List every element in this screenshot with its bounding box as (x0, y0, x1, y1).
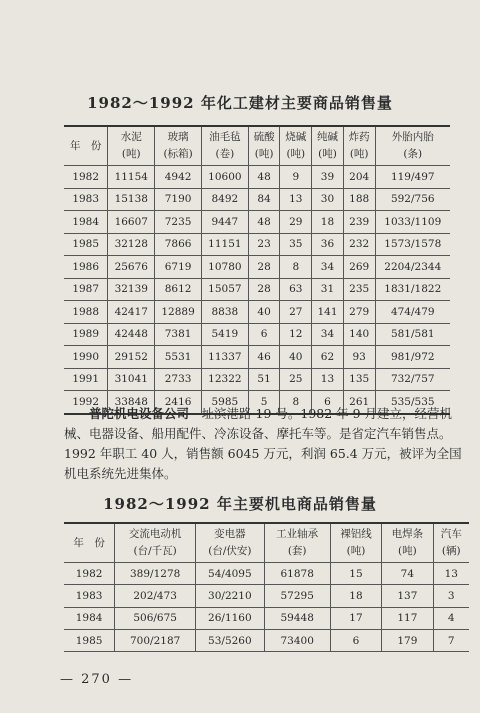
table-header-row (64, 523, 469, 563)
table-cell: 7381 (155, 323, 202, 346)
year-cell: 1982 (64, 563, 115, 585)
table-cell: 8492 (201, 188, 248, 211)
table-cell: 8 (280, 256, 312, 279)
table-cell: 30/2210 (196, 585, 264, 607)
table-cell: 204 (343, 166, 375, 189)
table-cell: 23 (248, 233, 280, 256)
table-cell: 12889 (155, 301, 202, 324)
table-cell: 27 (280, 301, 312, 324)
year-cell: 1989 (64, 323, 108, 346)
table-cell: 188 (343, 188, 375, 211)
table-cell: 11337 (201, 346, 248, 369)
electromechanical-goods-table (64, 522, 469, 652)
table-cell: 33848 (108, 391, 155, 414)
table-cell: 42448 (108, 323, 155, 346)
table-cell: 12322 (201, 368, 248, 391)
year-cell: 1983 (64, 188, 108, 211)
table-row (64, 233, 450, 256)
company-paragraph (64, 404, 474, 484)
table-row (64, 346, 450, 369)
table-cell: 61878 (264, 563, 330, 585)
table-cell: 39 (312, 166, 344, 189)
table-cell: 29152 (108, 346, 155, 369)
table-cell: 389/1278 (115, 563, 196, 585)
table-cell: 25 (280, 368, 312, 391)
table-cell: 141 (312, 301, 344, 324)
table-cell: 18 (312, 211, 344, 234)
table-cell: 84 (248, 188, 280, 211)
table-cell: 15057 (201, 278, 248, 301)
table-cell: 202/473 (115, 585, 196, 607)
table-cell: 31041 (108, 368, 155, 391)
table-cell: 53/5260 (196, 629, 264, 651)
column-header: 外胎内胎 (条) (375, 126, 450, 166)
table-cell: 40 (248, 301, 280, 324)
table-row (64, 211, 450, 234)
table-cell: 239 (343, 211, 375, 234)
company-description: 址滨港路 19 号。1982 年 9 月建立，经营机械、电器设备、船用配件、冷冻设备、摩托车等。是省定汽车销售点。1992 年职工 40 人，销售额 6045 万元，利润 65.4 万元，被评为全国机电系统先进集体。 (64, 406, 462, 481)
table-cell: 40 (280, 346, 312, 369)
table-cell: 2733 (155, 368, 202, 391)
table-row (64, 323, 450, 346)
table-cell: 31 (312, 278, 344, 301)
table-cell: 1033/1109 (375, 211, 450, 234)
table-cell: 235 (343, 278, 375, 301)
table-cell: 13 (433, 563, 469, 585)
table-cell: 700/2187 (115, 629, 196, 651)
table-cell: 137 (382, 585, 433, 607)
chemical-building-materials-table (64, 125, 450, 415)
year-cell: 1991 (64, 368, 108, 391)
table-cell: 2416 (155, 391, 202, 414)
table-cell: 135 (343, 368, 375, 391)
table-cell: 269 (343, 256, 375, 279)
table-cell: 140 (343, 323, 375, 346)
table-cell: 6 (248, 323, 280, 346)
table-cell: 5 (248, 391, 280, 414)
table-row (64, 166, 450, 189)
year-cell: 1982 (64, 166, 108, 189)
table-cell: 7190 (155, 188, 202, 211)
table-cell: 5419 (201, 323, 248, 346)
table-cell: 29 (280, 211, 312, 234)
column-header: 电焊条 (吨) (382, 523, 433, 563)
year-cell: 1986 (64, 256, 108, 279)
year-cell: 1985 (64, 629, 115, 651)
table-cell: 8 (280, 391, 312, 414)
column-header: 裸铝线 (吨) (330, 523, 381, 563)
table-cell: 1831/1822 (375, 278, 450, 301)
table-cell: 4942 (155, 166, 202, 189)
table-cell: 581/581 (375, 323, 450, 346)
table-row (64, 188, 450, 211)
table-cell: 10780 (201, 256, 248, 279)
column-header: 变电器 (台/伏安) (196, 523, 264, 563)
table-row (64, 256, 450, 279)
year-cell: 1990 (64, 346, 108, 369)
table-cell: 34 (312, 256, 344, 279)
year-cell: 1992 (64, 391, 108, 414)
table-cell: 7235 (155, 211, 202, 234)
table-cell: 506/675 (115, 607, 196, 629)
table-cell: 48 (248, 211, 280, 234)
table-cell: 12 (280, 323, 312, 346)
table-cell: 4 (433, 607, 469, 629)
table-cell: 25676 (108, 256, 155, 279)
table-cell: 7 (433, 629, 469, 651)
table-cell: 11154 (108, 166, 155, 189)
table-cell: 9447 (201, 211, 248, 234)
table-cell: 62 (312, 346, 344, 369)
table-row (64, 629, 469, 651)
table-cell: 36 (312, 233, 344, 256)
table-cell: 1573/1578 (375, 233, 450, 256)
table-cell: 9 (280, 166, 312, 189)
table-cell: 73400 (264, 629, 330, 651)
table-cell: 28 (248, 256, 280, 279)
column-header: 交流电动机 (台/千瓦) (115, 523, 196, 563)
table-cell: 13 (280, 188, 312, 211)
table-cell: 474/479 (375, 301, 450, 324)
table-cell: 232 (343, 233, 375, 256)
table-cell: 30 (312, 188, 344, 211)
table-cell: 11151 (201, 233, 248, 256)
table-cell: 28 (248, 278, 280, 301)
table-cell: 34 (312, 323, 344, 346)
table-row (64, 607, 469, 629)
column-header: 工业轴承 (套) (264, 523, 330, 563)
table-cell: 35 (280, 233, 312, 256)
year-cell: 1984 (64, 211, 108, 234)
table-cell: 8612 (155, 278, 202, 301)
table-cell: 63 (280, 278, 312, 301)
column-header: 纯碱 (吨) (312, 126, 344, 166)
column-header: 水泥 (吨) (108, 126, 155, 166)
table-cell: 59448 (264, 607, 330, 629)
table-cell: 57295 (264, 585, 330, 607)
table-cell: 18 (330, 585, 381, 607)
table-cell: 261 (343, 391, 375, 414)
table-cell: 5985 (201, 391, 248, 414)
table-cell: 732/757 (375, 368, 450, 391)
table-cell: 6 (312, 391, 344, 414)
table-cell: 279 (343, 301, 375, 324)
table-cell: 6719 (155, 256, 202, 279)
table-cell: 48 (248, 166, 280, 189)
table-cell: 535/535 (375, 391, 450, 414)
table-row (64, 278, 450, 301)
column-header: 炸药 (吨) (343, 126, 375, 166)
table-cell: 15 (330, 563, 381, 585)
table-cell: 46 (248, 346, 280, 369)
year-cell: 1983 (64, 585, 115, 607)
year-cell: 1984 (64, 607, 115, 629)
table-cell: 54/4095 (196, 563, 264, 585)
column-header: 烧碱 (吨) (280, 126, 312, 166)
table-cell: 7866 (155, 233, 202, 256)
table-cell: 17 (330, 607, 381, 629)
table-row (64, 301, 450, 324)
table-cell: 51 (248, 368, 280, 391)
column-header: 硫酸 (吨) (248, 126, 280, 166)
table-cell: 2204/2344 (375, 256, 450, 279)
table-cell: 592/756 (375, 188, 450, 211)
company-name: 普陀机电设备公司 (89, 406, 190, 421)
table-cell: 42417 (108, 301, 155, 324)
column-header: 年 份 (64, 126, 108, 166)
table-cell: 93 (343, 346, 375, 369)
table-cell: 13 (312, 368, 344, 391)
column-header: 年 份 (64, 523, 115, 563)
table-cell: 32128 (108, 233, 155, 256)
table-cell: 117 (382, 607, 433, 629)
table-cell: 5531 (155, 346, 202, 369)
table-cell: 32139 (108, 278, 155, 301)
page-number: — 270 — (60, 672, 134, 687)
column-header: 玻璃 (标箱) (155, 126, 202, 166)
year-cell: 1988 (64, 301, 108, 324)
table2-title: 1982～1992 年主要机电商品销售量 (103, 495, 377, 513)
table-header-row (64, 126, 450, 166)
table-row (64, 585, 469, 607)
table-cell: 179 (382, 629, 433, 651)
year-cell: 1985 (64, 233, 108, 256)
table-cell: 16607 (108, 211, 155, 234)
table-cell: 119/497 (375, 166, 450, 189)
table-row (64, 368, 450, 391)
table-cell: 3 (433, 585, 469, 607)
table-row (64, 563, 469, 585)
table-cell: 26/1160 (196, 607, 264, 629)
table-cell: 981/972 (375, 346, 450, 369)
table1-title: 1982～1992 年化工建材主要商品销售量 (87, 94, 393, 112)
year-cell: 1987 (64, 278, 108, 301)
table-cell: 15138 (108, 188, 155, 211)
column-header: 汽车 (辆) (433, 523, 469, 563)
table-cell: 74 (382, 563, 433, 585)
table-cell: 6 (330, 629, 381, 651)
table-cell: 8838 (201, 301, 248, 324)
table-cell: 10600 (201, 166, 248, 189)
column-header: 油毛毡 (卷) (201, 126, 248, 166)
